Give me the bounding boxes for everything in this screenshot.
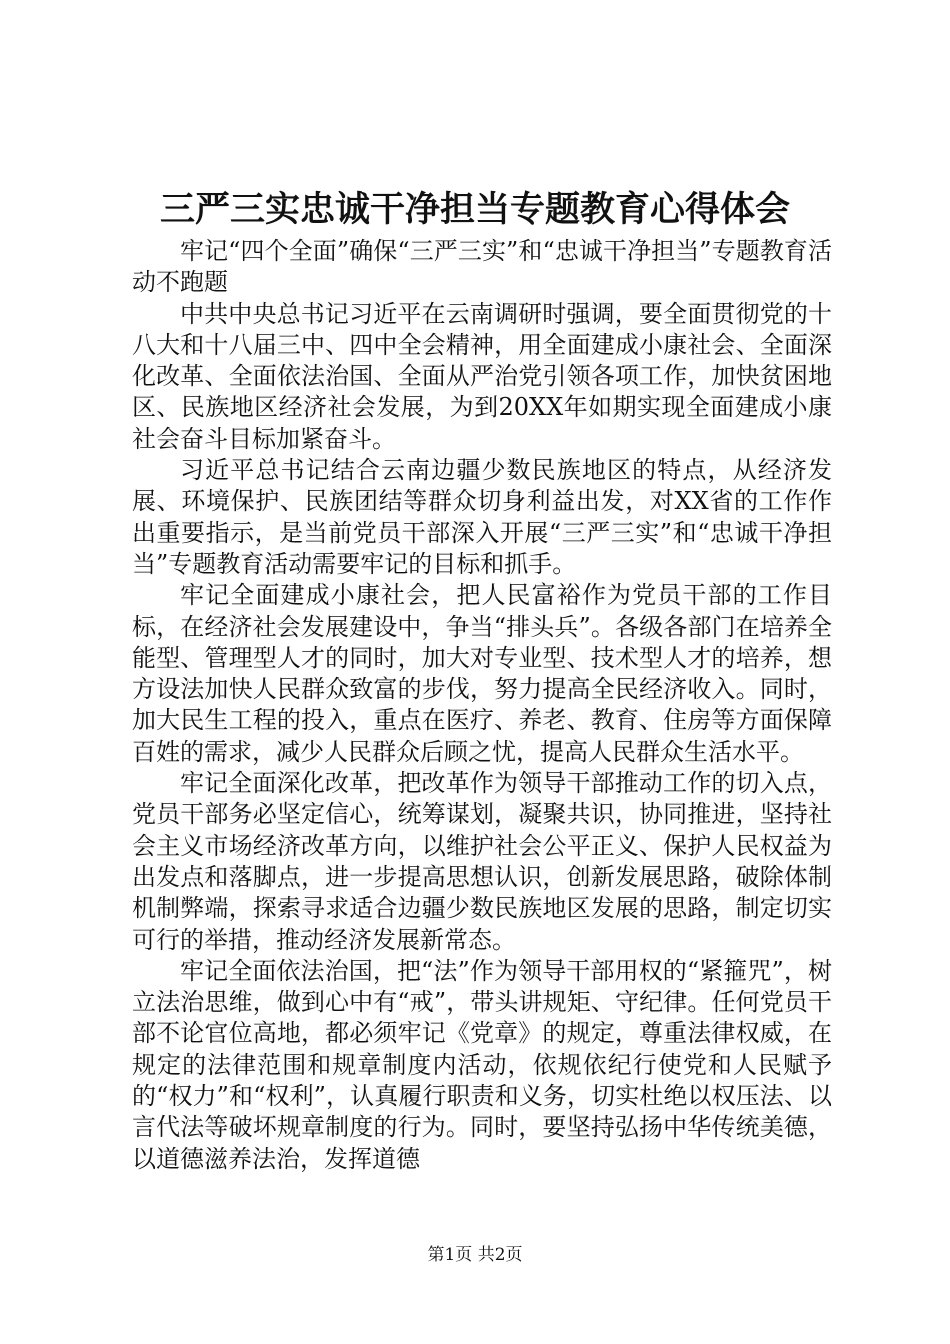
paragraph-4: 牢记全面深化改革，把改革作为领导干部推动工作的切入点，党员干部务必坚定信心，统筹谋划，凝聚共识，协同推进，坚持社会主义市场经济改革方向，以维护社会公平正义、保护人民权益为出发点和落脚点，进一步提高思想认识，创新发展思路，破除体制机制弊端，探索寻求适合边疆少数民族地区发展的思路，制定切实可行的举措，推动经济发展新常态。 — [132, 769, 832, 954]
paragraph-subtitle: 牢记“四个全面”确保“三严三实”和“忠诚干净担当”专题教育活动不跑题 — [132, 237, 832, 297]
page-footer: 第1页 共2页 — [427, 1245, 523, 1265]
paragraph-5: 牢记全面依法治国，把“法”作为领导干部用权的“紧箍咒”，树立法治思维，做到心中有“戒”，带头讲规矩、守纪律。任何党员干部不论官位高地，都必须牢记《党章》的规定，尊重法律权威，在规定的法律范围和规章制度内活动，依规依纪行使党和人民赋予的“权力”和“权利”，认真履行职责和义务，切实杜绝以权压法、以言代法等破坏规章制度的行为。同时，要坚持弘扬中华传统美德，以道德滋养法治，发挥道德 — [132, 956, 832, 1173]
document-body — [132, 236, 832, 1175]
paragraph-2: 习近平总书记结合云南边疆少数民族地区的特点，从经济发展、环境保护、民族团结等群众切身利益出发，对XX省的工作作出重要指示，是当前党员干部深入开展“三严三实”和“忠诚干净担当”专题教育活动需要牢记的目标和抓手。 — [132, 456, 832, 578]
document-title: 三严三实忠诚干净担当专题教育心得体会 — [159, 189, 790, 230]
paragraph-3: 牢记全面建成小康社会，把人民富裕作为党员干部的工作目标，在经济社会发展建设中，争当“排头兵”。各级各部门在培养全能型、管理型人才的同时，加大对专业型、技术型人才的培养，想方设法加快人民群众致富的步伐，努力提高全民经济收入。同时，加大民生工程的投入，重点在医疗、养老、教育、住房等方面保障百姓的需求，减少人民群众后顾之忧，提高人民群众生活水平。 — [132, 581, 832, 766]
paragraph-1: 中共中央总书记习近平在云南调研时强调，要全面贯彻党的十八大和十八届三中、四中全会精神，用全面建成小康社会、全面深化改革、全面依法治国、全面从严治党引领各项工作，加快贫困地区、民族地区经济社会发展，为到20XX年如期实现全面建成小康社会奋斗目标加紧奋斗。 — [132, 299, 832, 453]
